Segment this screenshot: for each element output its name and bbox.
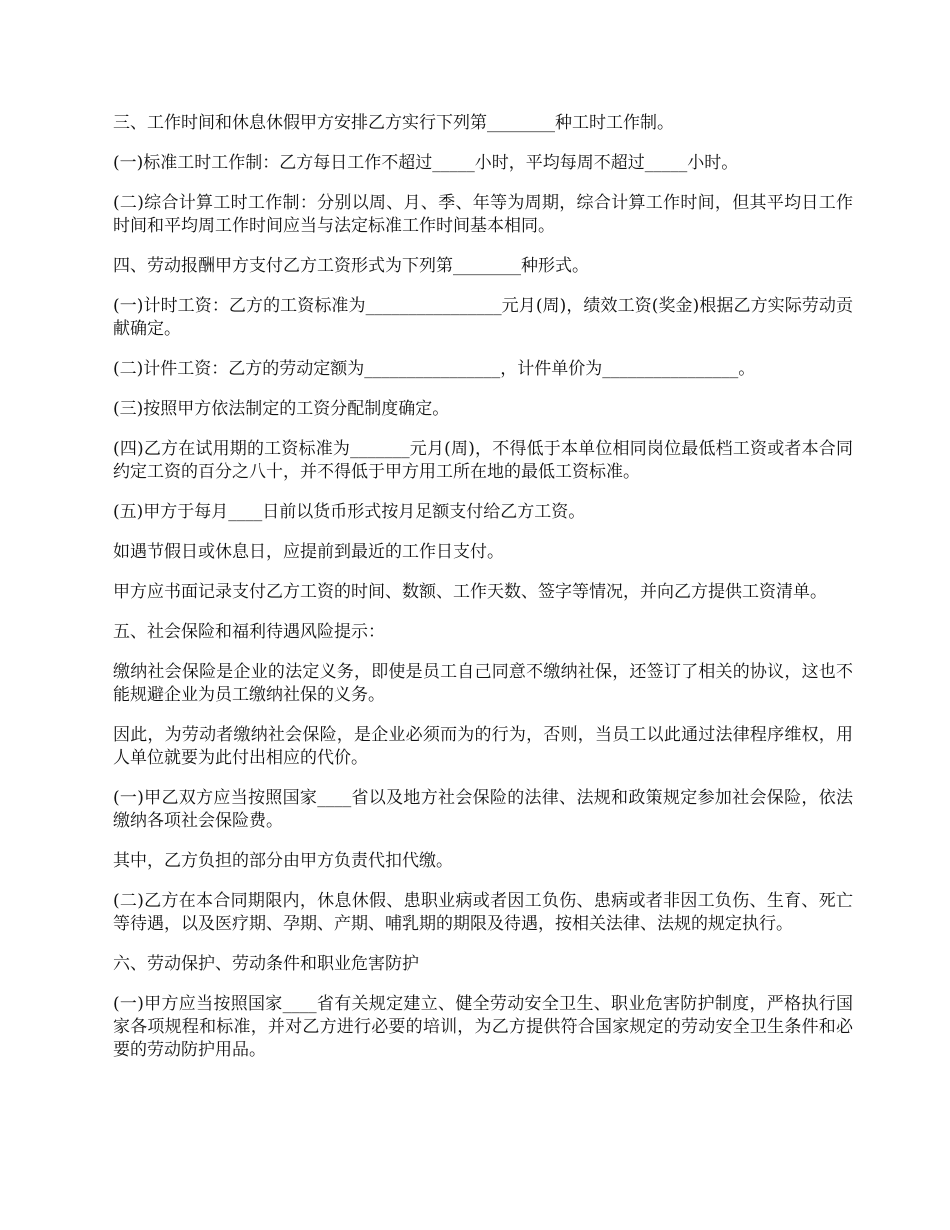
holiday-payment-note: 如遇节假日或休息日，应提前到最近的工作日支付。 [113,542,504,562]
insurance-withholding-clause: 其中，乙方负担的部分由甲方负责代扣代缴。 [113,851,453,871]
wage-record-clause: 甲方应书面记录支付乙方工资的时间、数额、工作天数、签字等情况，并向乙方提供工资清单。 [113,582,827,602]
section-four-heading: 四、劳动报酬甲方支付乙方工资形式为下列第________种形式。 [113,256,589,276]
probation-wage-clause: (四)乙方在试用期的工资标准为_______元月(周)，不得低于本单位相同岗位最低档工资或者本合同约定工资的百分之八十，并不得低于甲方用工所在地的最低工资标准。 [113,439,853,482]
insurance-consequence-note: 因此，为劳动者缴纳社会保险，是企业必须而为的行为，否则，当员工以此通过法律程序维权，用人单位就要为此付出相应的代价。 [113,725,853,768]
piece-wage-clause: (二)计件工资：乙方的劳动定额为________________，计件单价为________________。 [113,359,756,379]
section-six-heading: 六、劳动保护、劳动条件和职业危害防护 [113,954,419,974]
insurance-risk-note: 缴纳社会保险是企业的法定义务，即使是员工自己同意不缴纳社保，还签订了相关的协议，这也不能规避企业为员工缴纳社保的义务。 [113,662,853,705]
section-five-heading: 五、社会保险和福利待遇风险提示： [113,622,385,642]
standard-hours-clause: (一)标准工时工作制：乙方每日工作不超过_____小时，平均每周不超过_____小时。 [113,153,739,173]
benefits-clause: (二)乙方在本合同期限内，休息休假、患职业病或者因工负伤、患病或者非因工负伤、生育、死亡等待遇，以及医疗期、孕期、产期、哺乳期的期限及待遇，按相关法律、法规的规定执行。 [113,891,853,934]
document-body [113,112,853,1079]
payment-date-clause: (五)甲方于每月____日前以货币形式按月足额支付给乙方工资。 [113,502,586,522]
hourly-wage-clause: (一)计时工资：乙方的工资标准为________________元月(周)，绩效工资(奖金)根据乙方实际劳动贡献确定。 [113,296,853,339]
section-three-heading: 三、工作时间和休息休假甲方安排乙方实行下列第________种工时工作制。 [113,113,674,133]
labor-protection-clause: (一)甲方应当按照国家____省有关规定建立、健全劳动安全卫生、职业危害防护制度，严格执行国家各项规程和标准，并对乙方进行必要的培训，为乙方提供符合国家规定的劳动安全卫生条件和必要的劳动防护用品。 [113,994,853,1060]
wage-system-clause: (三)按照甲方依法制定的工资分配制度确定。 [113,399,450,419]
comprehensive-hours-clause: (二)综合计算工时工作制：分别以周、月、季、年等为周期，综合计算工作时间，但其平均日工作时间和平均周工作时间应当与法定标准工作时间基本相同。 [113,193,853,236]
insurance-participation-clause: (一)甲乙双方应当按照国家____省以及地方社会保险的法律、法规和政策规定参加社会保险，依法缴纳各项社会保险费。 [113,788,853,831]
